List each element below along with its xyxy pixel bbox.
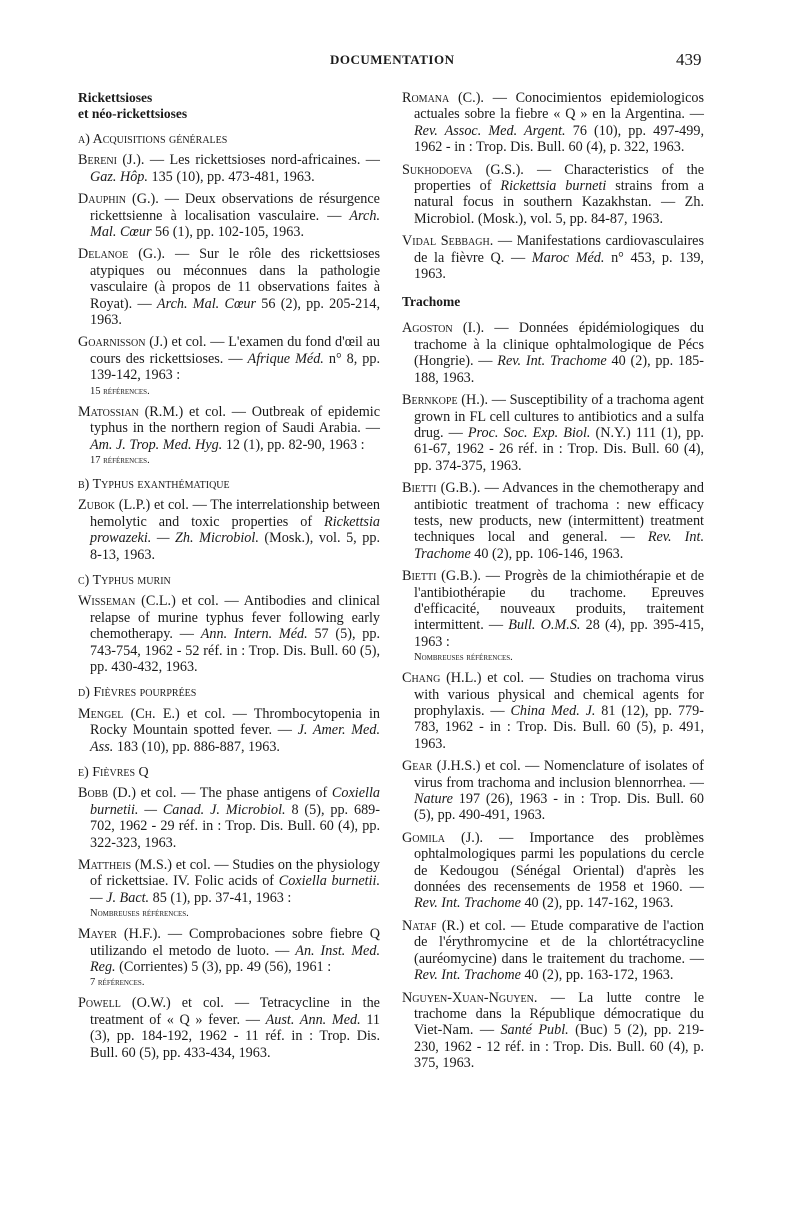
entry-journal: Aust. Ann. Med. bbox=[265, 1011, 361, 1028]
entry-journal: Bull. O.M.S. bbox=[508, 617, 581, 634]
entry-details: 12 (1), pp. 82-90, 1963 : bbox=[222, 436, 365, 453]
entry-details: 81 (12), pp. 779-783, 1962 - in : Trop. Dis. Bull. 60 (5), p. 491, 1963. bbox=[414, 703, 704, 752]
entry-text: — Importance des problèmes ophtalmologiques parmi les populations du cercle de Kedougou (Sénégal Oriental) d'après les données des recensements de 1958 et 1960. — bbox=[414, 829, 704, 896]
entry-journal: Arch. Mal. Cœur bbox=[156, 295, 257, 312]
entry-journal: Coxiella burnetii. — Canad. J. Microbiol. bbox=[90, 785, 380, 818]
entry-author: Sukhodoeva (G.S.). bbox=[402, 161, 524, 178]
heading-line: Rickettsioses bbox=[78, 90, 153, 105]
entry-text: — Deux observations de résurgence rickettsienne à localisation vasculaire. — bbox=[90, 191, 380, 224]
bibliography-entry bbox=[402, 758, 704, 824]
running-head: DOCUMENTATION bbox=[330, 52, 455, 67]
entry-author: Goarnisson (J.) bbox=[78, 334, 168, 351]
entry-text: et col. — Studies on trachoma virus with various physical and chemical agents for prophylaxis. — bbox=[414, 670, 704, 719]
entry-text: et col. — L'examen du fond d'œil au cours des rickettsioses. — bbox=[90, 334, 380, 367]
entry-author: Romana (C.). bbox=[402, 90, 484, 106]
entry-journal: Gaz. Hôp. bbox=[90, 168, 148, 185]
entry-details: 40 (2), pp. 147-162, 1963. bbox=[520, 895, 674, 912]
entry-text: — Progrès de la chimiothérapie et de l'antibiothérapie du trachome. Epreuves d'efficacité, nouveaux produits, traitement intermittent. — bbox=[414, 568, 704, 634]
entry-journal: Proc. Soc. Exp. Biol. bbox=[467, 424, 591, 441]
entry-note: 7 références. bbox=[90, 977, 145, 989]
entry-author: Zubok (L.P.) bbox=[78, 497, 151, 514]
entry-journal: Rev. Int. Trachome bbox=[414, 529, 704, 562]
entry-note: 17 références. bbox=[90, 454, 150, 466]
bibliography-entry bbox=[402, 233, 704, 282]
entry-text: et col. — Thrombocytopenia in Rocky Mountain spotted fever. — bbox=[90, 705, 380, 739]
entry-details: 135 (10), pp. 473-481, 1963. bbox=[147, 168, 315, 185]
bibliography-entry bbox=[402, 90, 704, 156]
entry-text: — Conocimientos epidemiologicos actuales sobre la fiebre « Q » en la Argentina. — bbox=[414, 90, 704, 123]
entry-note: Nombreuses références. bbox=[414, 652, 513, 664]
entry-author: Dauphin (G.). bbox=[78, 191, 159, 208]
entry-text: — Advances in the chemotherapy and antibiotic treatment of trachoma : new efficacy tests, new products, new (intermittent) treatment techniques local and general. — bbox=[414, 480, 704, 546]
entry-author: Chang (H.L.) bbox=[402, 670, 482, 687]
bibliography-entry bbox=[78, 497, 380, 563]
entry-author: Bobb (D.) bbox=[78, 785, 136, 802]
entry-journal: Ann. Intern. Méd. bbox=[200, 626, 308, 643]
entry-note: 15 références. bbox=[90, 385, 150, 397]
entry-text: — Manifestations cardiovasculaires de la fièvre Q. — bbox=[414, 233, 704, 266]
entry-details: 197 (26), 1963 - in : Trop. Dis. Bull. 60 (5), pp. 490-491, 1963. bbox=[414, 791, 704, 824]
entry-details: 11 (3), pp. 184-192, 1962 - 11 réf. in : Trop. Dis. Bull. 60 (5), pp. 433-434, 1963. bbox=[90, 1011, 380, 1061]
entry-details: n° 8, pp. 139-142, 1963 : bbox=[90, 350, 381, 384]
subsection-title: d) Fièvres pourprées bbox=[78, 685, 197, 701]
entry-journal: Afrique Méd. bbox=[247, 350, 324, 367]
entry-details: 28 (4), pp. 395-415, 1963 : bbox=[414, 617, 704, 650]
entry-author: Bietti (G.B.). bbox=[402, 480, 481, 497]
bibliography-entry bbox=[402, 392, 704, 474]
bibliography-entry bbox=[402, 670, 704, 752]
entry-text: et col. — The phase antigens of bbox=[135, 785, 332, 802]
entry-journal: Rev. Assoc. Med. Argent. bbox=[414, 122, 566, 139]
entry-journal: Rickettsia burneti bbox=[500, 178, 607, 195]
entry-details: strains from a natural focus in southern Kazakhstan. — Zh. Microbiol. (Mosk.), vol. 5, pp. 84-87, 1963. bbox=[414, 178, 704, 227]
entry-note: Nombreuses références. bbox=[90, 908, 189, 920]
entry-text: et col. — The interrelationship between hemolytic and toxic properties of bbox=[90, 497, 380, 530]
entry-journal: An. Inst. Med. Reg. bbox=[90, 942, 380, 976]
entry-author: Delanoe (G.). bbox=[78, 246, 165, 263]
entry-journal: Nature bbox=[414, 791, 453, 808]
bibliography-entry bbox=[78, 334, 380, 383]
entry-author: Bernkope (H.). bbox=[402, 392, 489, 409]
entry-journal: Am. J. Trop. Med. Hyg. bbox=[90, 436, 223, 453]
entry-details: 40 (2), pp. 106-146, 1963. bbox=[470, 545, 624, 562]
entry-details: 40 (2), pp. 163-172, 1963. bbox=[520, 967, 674, 984]
entry-journal: Rev. Int. Trachome bbox=[414, 895, 521, 912]
entry-author: Vidal Sebbagh. bbox=[402, 233, 494, 250]
entry-journal: Maroc Méd. bbox=[531, 249, 605, 266]
entry-author: Nataf (R.) bbox=[402, 917, 465, 934]
entry-author: Mengel (Ch. E.) bbox=[78, 705, 180, 722]
entry-text: — Données épidémiologiques du trachome à la clinique ophtalmologique de Pécs (Hongrie). — bbox=[414, 320, 705, 370]
bibliography-entry bbox=[78, 152, 380, 185]
entry-author: Wisseman (C.L.) bbox=[78, 593, 176, 610]
subsection-title: b) Typhus exanthématique bbox=[78, 476, 230, 492]
entry-text: et col. — Studies on the physiology of rickettsiae. IV. Folic acids of bbox=[90, 857, 380, 890]
entry-author: Matossian (R.M.) bbox=[78, 403, 184, 420]
bibliography-entry bbox=[78, 785, 380, 851]
subsection-title: a) Acquisitions générales bbox=[78, 132, 228, 147]
entry-details: 56 (2), pp. 205-214, 1963. bbox=[90, 295, 380, 329]
bibliography-entry bbox=[78, 857, 380, 906]
bibliography-entry bbox=[402, 568, 704, 650]
trachome-entries bbox=[402, 320, 704, 1071]
entry-details: (Buc) 5 (2), pp. 219-230, 1962 - 12 réf. in : Trop. Dis. Bull. 60 (4), p. 375, 1963. bbox=[414, 1022, 704, 1072]
entry-journal: Rev. Int. Trachome bbox=[414, 967, 521, 984]
entry-author: Gear (J.H.S.) bbox=[402, 758, 481, 775]
entry-journal: Santé Publ. bbox=[500, 1022, 569, 1039]
entry-journal: China Med. J. bbox=[510, 703, 596, 719]
bibliography-entry bbox=[78, 706, 380, 755]
entry-text: — La lutte contre le trachome dans la République démocratique du Viet-Nam. — bbox=[414, 989, 704, 1039]
entry-details: 183 (10), pp. 886-887, 1963. bbox=[113, 738, 280, 755]
bibliography-entry bbox=[402, 830, 704, 912]
section-heading-trachome: Trachome bbox=[402, 294, 461, 310]
entry-details: 56 (1), pp. 102-105, 1963. bbox=[151, 224, 305, 241]
entry-journal: Rickettsia prowazeki. — Zh. Microbiol. bbox=[90, 513, 380, 547]
left-column bbox=[78, 90, 380, 1067]
entry-text: et col. — Antibodies and clinical relapse of murine typhus fever following early chemotherapy. — bbox=[90, 593, 380, 643]
entry-author: Nguyen-Xuan-Nguyen. bbox=[402, 989, 538, 1006]
entry-details: (N.Y.) 111 (1), pp. 61-67, 1962 - 26 réf. in : Trop. Dis. Bull. 60 (4), pp. 374-375, 1963. bbox=[414, 424, 704, 474]
right-top-entries bbox=[402, 90, 704, 282]
entry-journal: Coxiella burnetii. — J. Bact. bbox=[90, 873, 381, 906]
entry-details: (Corrientes) 5 (3), pp. 49 (56), 1961 : bbox=[115, 959, 332, 976]
heading-line: et néo-rickettsioses bbox=[78, 106, 188, 121]
page-number: 439 bbox=[676, 50, 702, 69]
entry-author: Gomila (J.). bbox=[402, 829, 484, 846]
bibliography-entry bbox=[78, 593, 380, 675]
bibliography-entry bbox=[78, 404, 380, 453]
entry-text: — Characteristics of the properties of bbox=[414, 161, 704, 195]
entry-details: 8 (5), pp. 689-702, 1962 - 29 réf. in : Trop. Dis. Bull. 60 (4), pp. 322-323, 1963. bbox=[90, 801, 380, 851]
subsection-title: c) Typhus murin bbox=[78, 572, 171, 588]
bibliography-entry bbox=[402, 162, 704, 228]
entry-details: 76 (10), pp. 497-499, 1962 - in : Trop. Dis. Bull. 60 (4), p. 322, 1963. bbox=[414, 122, 704, 156]
bibliography-entry bbox=[78, 926, 380, 975]
entry-journal: Arch. Mal. Cœur bbox=[90, 207, 380, 241]
entry-journal: J. Amer. Med. Ass. bbox=[90, 722, 380, 755]
bibliography-entry bbox=[402, 918, 704, 984]
entry-author: Bereni (J.). bbox=[78, 152, 145, 169]
left-sections bbox=[78, 132, 380, 1061]
entry-author: Powell (O.W.) bbox=[78, 995, 171, 1012]
bibliography-entry bbox=[402, 320, 704, 386]
entry-text: — Susceptibility of a trachoma agent grown in FL cell cultures to antibiotics and a sulfa drug. — bbox=[414, 392, 704, 441]
entry-author: Agoston (I.). bbox=[402, 320, 485, 337]
entry-details: n° 453, p. 139, 1963. bbox=[414, 249, 704, 283]
bibliography-entry bbox=[78, 246, 380, 328]
right-column bbox=[402, 90, 704, 1078]
entry-details: 85 (1), pp. 37-41, 1963 : bbox=[149, 889, 292, 906]
entry-journal: Rev. Int. Trachome bbox=[497, 353, 607, 370]
bibliography-entry bbox=[78, 191, 380, 240]
bibliography-entry bbox=[402, 480, 704, 562]
entry-author: Mattheis (M.S.) bbox=[78, 857, 172, 874]
entry-details: 57 (5), pp. 743-754, 1962 - 52 réf. in : Trop. Dis. Bull. 60 (5), pp. 430-432, 1963. bbox=[90, 626, 381, 675]
entry-author: Bietti (G.B.). bbox=[402, 568, 481, 585]
entry-details: (Mosk.), vol. 5, pp. 8-13, 1963. bbox=[90, 530, 380, 563]
entry-details: 40 (2), pp. 185-188, 1963. bbox=[414, 353, 704, 386]
bibliography-entry bbox=[78, 995, 380, 1061]
bibliography-entry bbox=[402, 990, 704, 1072]
entry-text: — Les rickettsioses nord-africaines. — bbox=[144, 152, 380, 169]
entry-author: Mayer (H.F.). bbox=[78, 926, 161, 943]
section-heading bbox=[78, 90, 380, 122]
entry-text: et col. — Etude comparative de l'action de l'érythromycine et de la chlortétracycline (auréomycine) dans le traitement du trachome. — bbox=[414, 917, 704, 967]
subsection-title: e) Fièvres Q bbox=[78, 765, 149, 780]
entry-text: — Comprobaciones sobre fiebre Q utilizando el metodo de luoto. — bbox=[90, 926, 380, 959]
entry-text: et col. — Nomenclature of isolates of virus from trachoma and inclusion blennorrhea. — bbox=[414, 758, 704, 791]
entry-text: et col. — Outbreak of epidemic typhus in the northern region of Saudi Arabia. — bbox=[90, 403, 380, 437]
entry-text: — Sur le rôle des rickettsioses atypiques ou méconnues dans la pathologie vasculaire (à propos de 11 observations faites à Royat). — bbox=[90, 246, 380, 312]
entry-text: et col. — Tetracycline in the treatment of « Q » fever. — bbox=[90, 995, 380, 1028]
